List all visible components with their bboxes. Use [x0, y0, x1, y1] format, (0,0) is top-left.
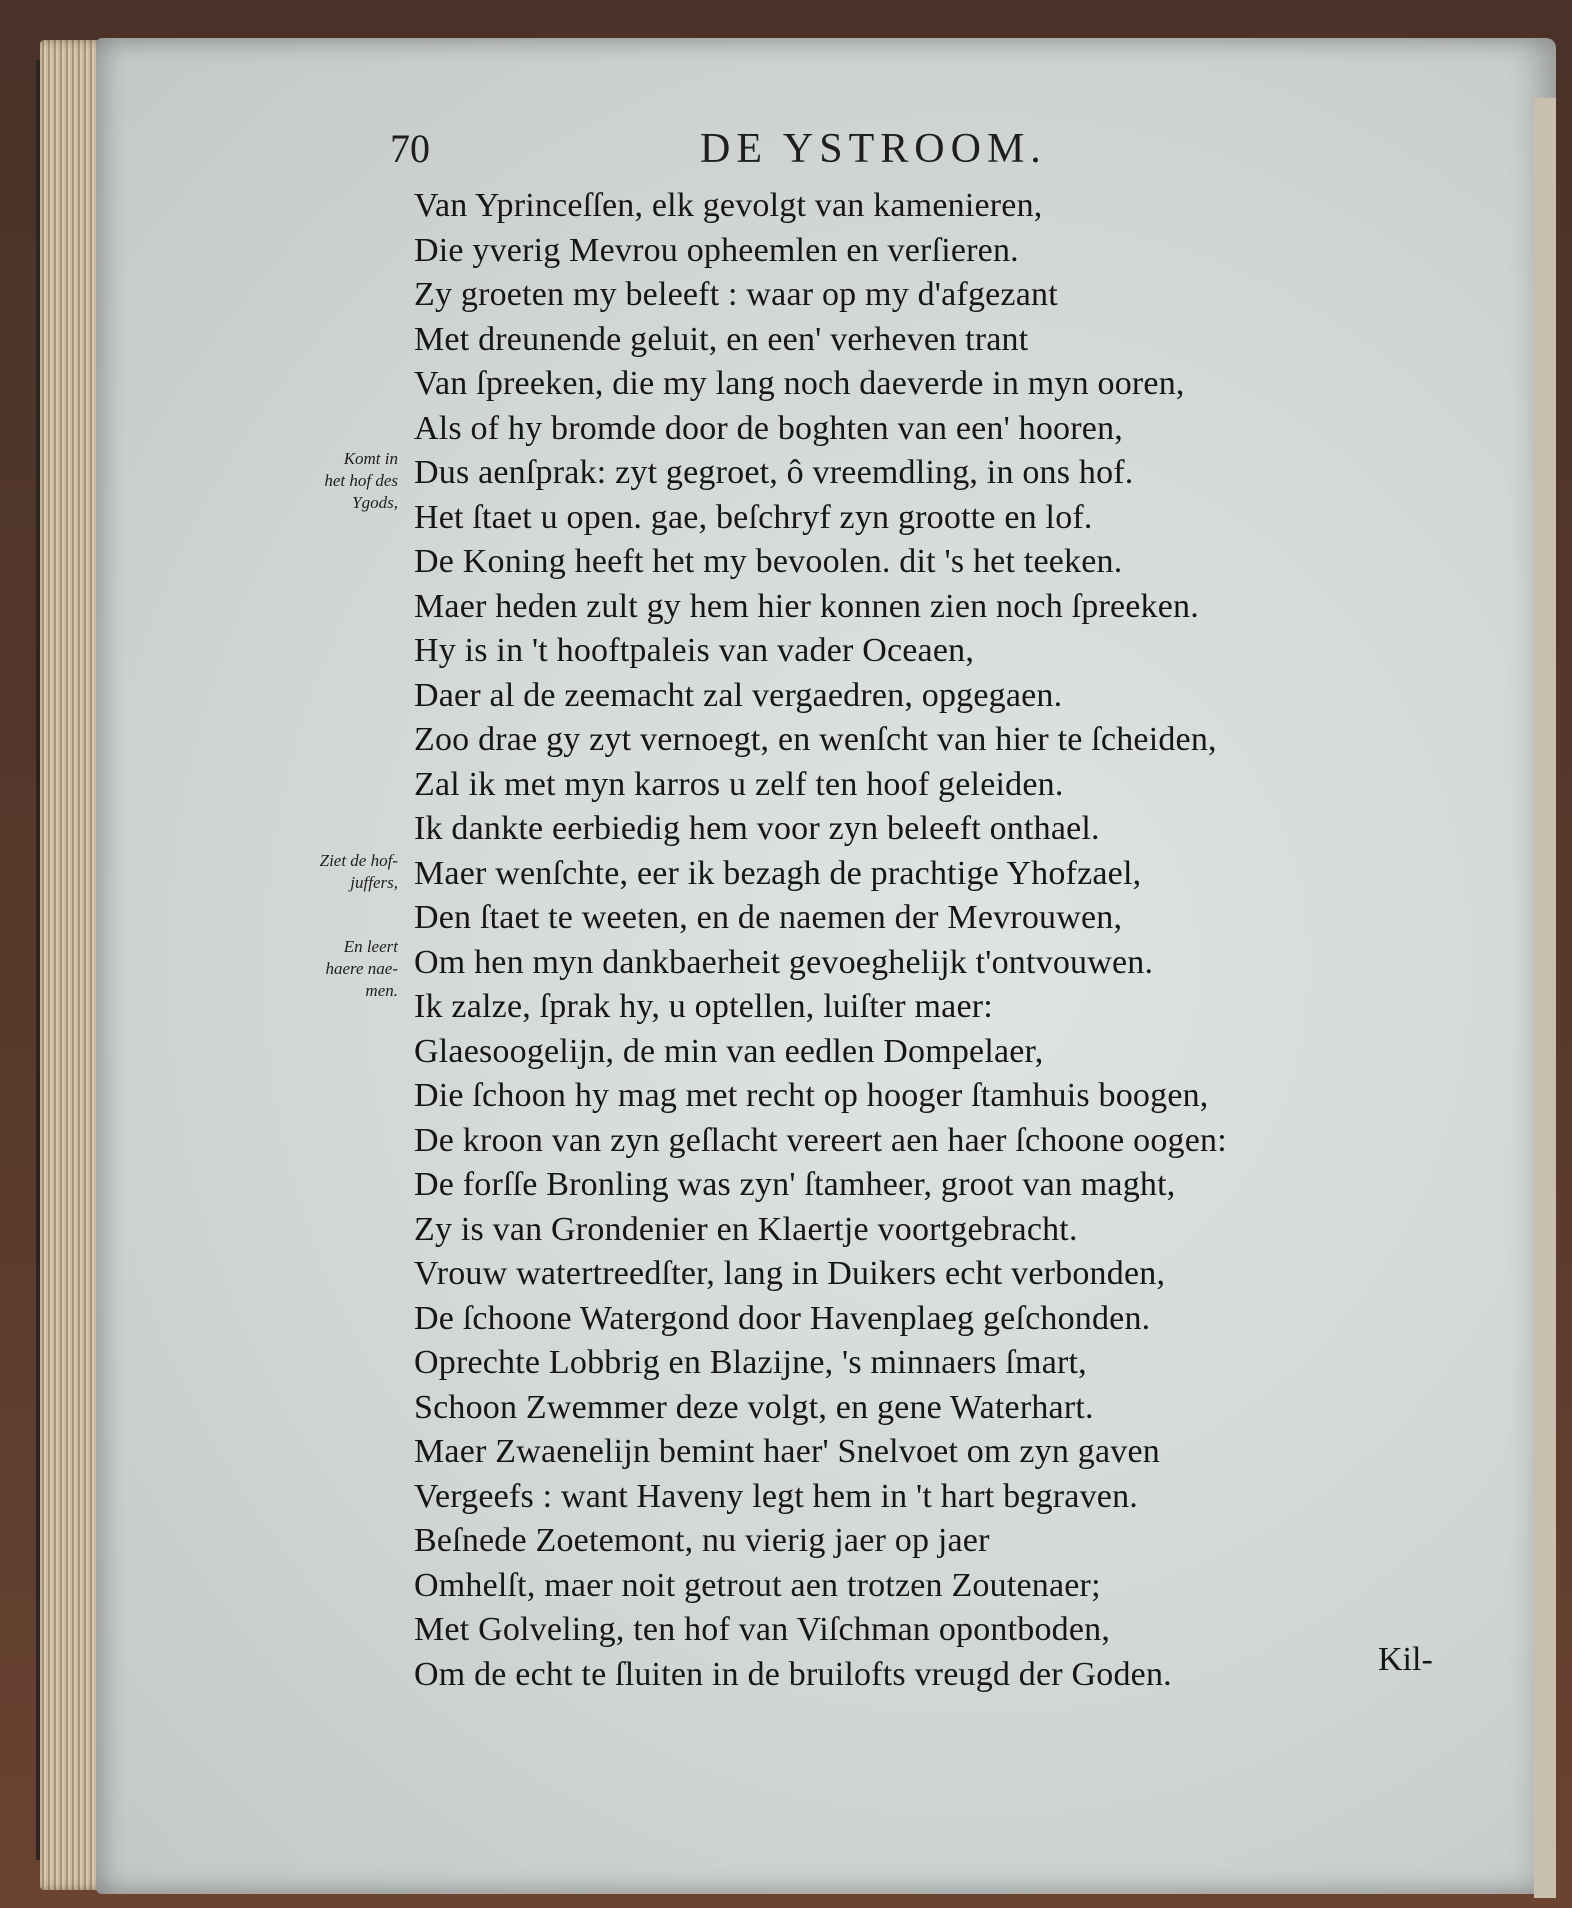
verse-line: Die yverig Mevrou opheemlen en verſieren.	[414, 231, 1019, 269]
poem-text	[414, 184, 1474, 1697]
verse-line: De Koning heeft het my bevoolen. dit 's het teeken.	[414, 543, 1123, 580]
verse-line: Van Yprinceſſen, elk gevolgt van kamenieren,	[414, 187, 1043, 224]
verse-line: Ik zalze, ſprak hy, u optellen, luiſter maer:	[414, 988, 993, 1025]
verse-line: Maer wenſchte, eer ik bezagh de prachtige Yhofzael,	[414, 854, 1142, 892]
verse-line: Dus aenſprak: zyt gegroet, ô vreemdling, in ons hof.	[414, 454, 1134, 491]
catchword: Kil-	[1378, 1641, 1433, 1678]
verse-line: Met Golveling, ten hof van Viſchman opontboden,	[414, 1611, 1111, 1648]
verse-line: Hy is in 't hooftpaleis van vader Oceaen,	[414, 632, 975, 669]
margin-note: En leert haere nae- men.	[325, 937, 398, 1000]
verse-line: Vergeefs : want Haveny legt hem in 't hart begraven.	[414, 1477, 1138, 1515]
verse-line: Daer al de zeemacht zal vergaedren, opgegaen.	[414, 676, 1063, 714]
verse-line: Glaesoogelijn, de min van eedlen Dompelaer,	[414, 1032, 1044, 1070]
verse-line: Om hen myn dankbaerheit gevoeghelijk t'ontvouwen.	[414, 943, 1154, 981]
verse-line: Zy is van Grondenier en Klaertje voortgebracht.	[414, 1210, 1078, 1248]
verse-line: Zal ik met myn karros u zelf ten hoof geleiden.	[414, 765, 1064, 803]
verse-line: Beſnede Zoetemont, nu vierig jaer op jaer	[414, 1522, 990, 1559]
page-number: 70	[390, 126, 430, 171]
verse-line: De kroon van zyn geſlacht vereert aen haer ſchoone oogen:	[414, 1121, 1227, 1159]
verse-line: Als of hy bromde door de boghten van een' hooren,	[414, 409, 1123, 447]
running-title: DE YSTROOM.	[700, 126, 1047, 172]
verse-line: De forſſe Bronling was zyn' ſtamheer, groot van maght,	[414, 1166, 1176, 1203]
page-header	[390, 126, 1180, 172]
next-page-edge	[1534, 98, 1556, 1898]
margin-note: Komt in het hof des Ygods,	[324, 449, 398, 512]
verse-line: Ik dankte eerbiedig hem voor zyn beleeft onthael.	[414, 810, 1100, 847]
verse-line: Vrouw watertreedſter, lang in Duikers echt verbonden,	[414, 1255, 1166, 1292]
verse-line: Die ſchoon hy mag met recht op hooger ſtamhuis boogen,	[414, 1077, 1209, 1114]
verse-line: Omhelſt, maer noit getrout aen trotzen Zoutenaer;	[414, 1566, 1101, 1604]
verse-line: Den ſtaet te weeten, en de naemen der Mevrouwen,	[414, 899, 1123, 936]
verse-line: Zoo drae gy zyt vernoegt, en wenſcht van hier te ſcheiden,	[414, 721, 1217, 758]
verse-line: Het ſtaet u open. gae, beſchryf zyn grootte en lof.	[414, 498, 1093, 536]
verse-line: Schoon Zwemmer deze volgt, en gene Waterhart.	[414, 1388, 1094, 1426]
margin-note: Ziet de hof- juffers,	[319, 851, 398, 892]
verse-line: Maer heden zult gy hem hier konnen zien noch ſpreeken.	[414, 587, 1199, 625]
verse-line: Met dreunende geluit, en een' verheven trant	[414, 320, 1029, 358]
verse-line: Van ſpreeken, die my lang noch daeverde in myn ooren,	[414, 365, 1185, 402]
verse-line: De ſchoone Watergond door Havenplaeg geſchonden.	[414, 1299, 1151, 1337]
verse-line: Om de echt te ſluiten in de bruilofts vreugd der Goden.	[414, 1655, 1172, 1693]
verse-line: Oprechte Lobbrig en Blazijne, 's minnaers ſmart,	[414, 1344, 1087, 1381]
verse-line: Maer Zwaenelijn bemint haer' Snelvoet om zyn gaven	[414, 1433, 1160, 1470]
verse-line: Zy groeten my beleeft : waar op my d'afgezant	[414, 276, 1058, 313]
